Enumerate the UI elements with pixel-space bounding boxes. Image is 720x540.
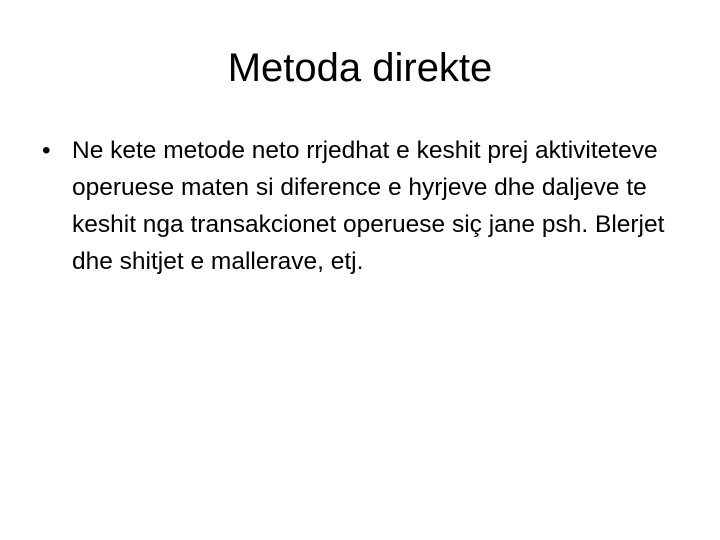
bullet-icon: • (42, 137, 51, 164)
bullet-list (42, 132, 682, 280)
slide-title: Metoda direkte (227, 46, 493, 90)
bullet-item (42, 132, 682, 280)
bullet-text: Ne kete metode neto rrjedhat e keshit prej aktiviteteve operuese maten si diference e hyrjeve dhe daljeve te keshit nga transakcionet operuese siç jane psh. Blerjet dhe shitjet e mallerave, etj. (72, 137, 665, 275)
